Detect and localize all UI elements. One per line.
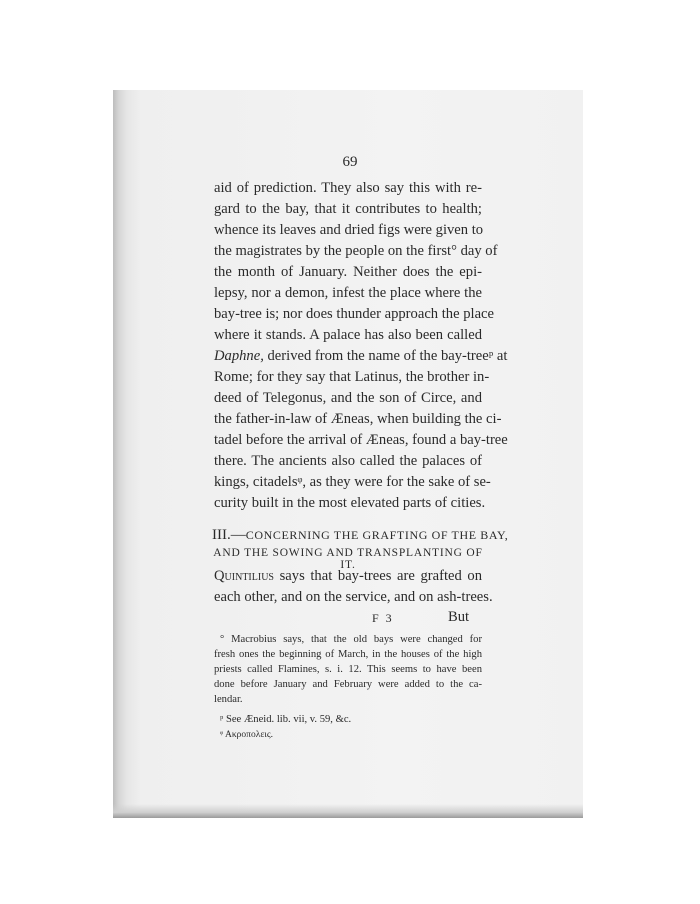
- section-heading-line2: AND THE SOWING AND TRANSPLANTING OF IT.: [213, 547, 483, 571]
- body-line: the magistrates by the people on the first° day of: [214, 243, 498, 259]
- body-line: aid of prediction. They also say this with re-: [214, 180, 482, 196]
- footnote-line: done before January and February were added to the ca-: [214, 679, 482, 690]
- body-line: the month of January. Neither does the epi-: [214, 264, 482, 280]
- catchword: But: [448, 609, 470, 625]
- body-line: there. The ancients also called the palaces of: [214, 453, 482, 469]
- body-line: kings, citadelsᵠ, as they were for the sake of se-: [214, 474, 491, 490]
- body-line: curity built in the most elevated parts of cities.: [214, 495, 486, 511]
- body-line: whence its leaves and dried figs were given to: [214, 222, 484, 238]
- body-line: Daphne, derived from the name of the bay-treeᵖ at: [214, 348, 508, 364]
- section-line: each other, and on the service, and on ash-trees.: [214, 589, 493, 605]
- body-line: lepsy, nor a demon, infest the place where the: [214, 285, 482, 301]
- section-number: III.—: [212, 527, 246, 543]
- section-line-text: Quintilius says that bay-trees are grafted on: [214, 568, 482, 584]
- body-line: where it stands. A palace has also been called: [214, 327, 482, 343]
- section-heading: [212, 527, 509, 544]
- body-line: deed of Telegonus, and the son of Circe, and: [214, 390, 482, 406]
- footnote-line: priests called Flamines, s. i. 12. This seems to have been: [214, 664, 482, 675]
- section-line: [214, 568, 482, 585]
- footnote-line: fresh ones the beginning of March, in the houses of the high: [214, 649, 482, 660]
- body-line: the father-in-law of Æneas, when building the ci-: [214, 411, 502, 427]
- body-line: bay-tree is; nor does thunder approach the place: [214, 306, 495, 322]
- footnote-p: ᵖ See Æneid. lib. vii, v. 59, &c.: [220, 714, 352, 725]
- signature-mark: F 3: [372, 611, 394, 625]
- body-line: gard to the bay, that it contributes to health;: [214, 201, 482, 217]
- body-line: Rome; for they say that Latinus, the brother in-: [214, 369, 490, 385]
- footnote-line: lendar.: [214, 694, 243, 705]
- section-heading-line1: CONCERNING THE GRAFTING OF THE BAY,: [245, 528, 509, 542]
- footnote-line: ° Macrobius says, that the old bays were changed for: [220, 634, 482, 645]
- footnote-q: ᵠ Ακροπολεις.: [220, 730, 274, 740]
- body-line: tadel before the arrival of Æneas, found a bay-tree: [214, 432, 508, 448]
- page-number: 69: [342, 154, 358, 170]
